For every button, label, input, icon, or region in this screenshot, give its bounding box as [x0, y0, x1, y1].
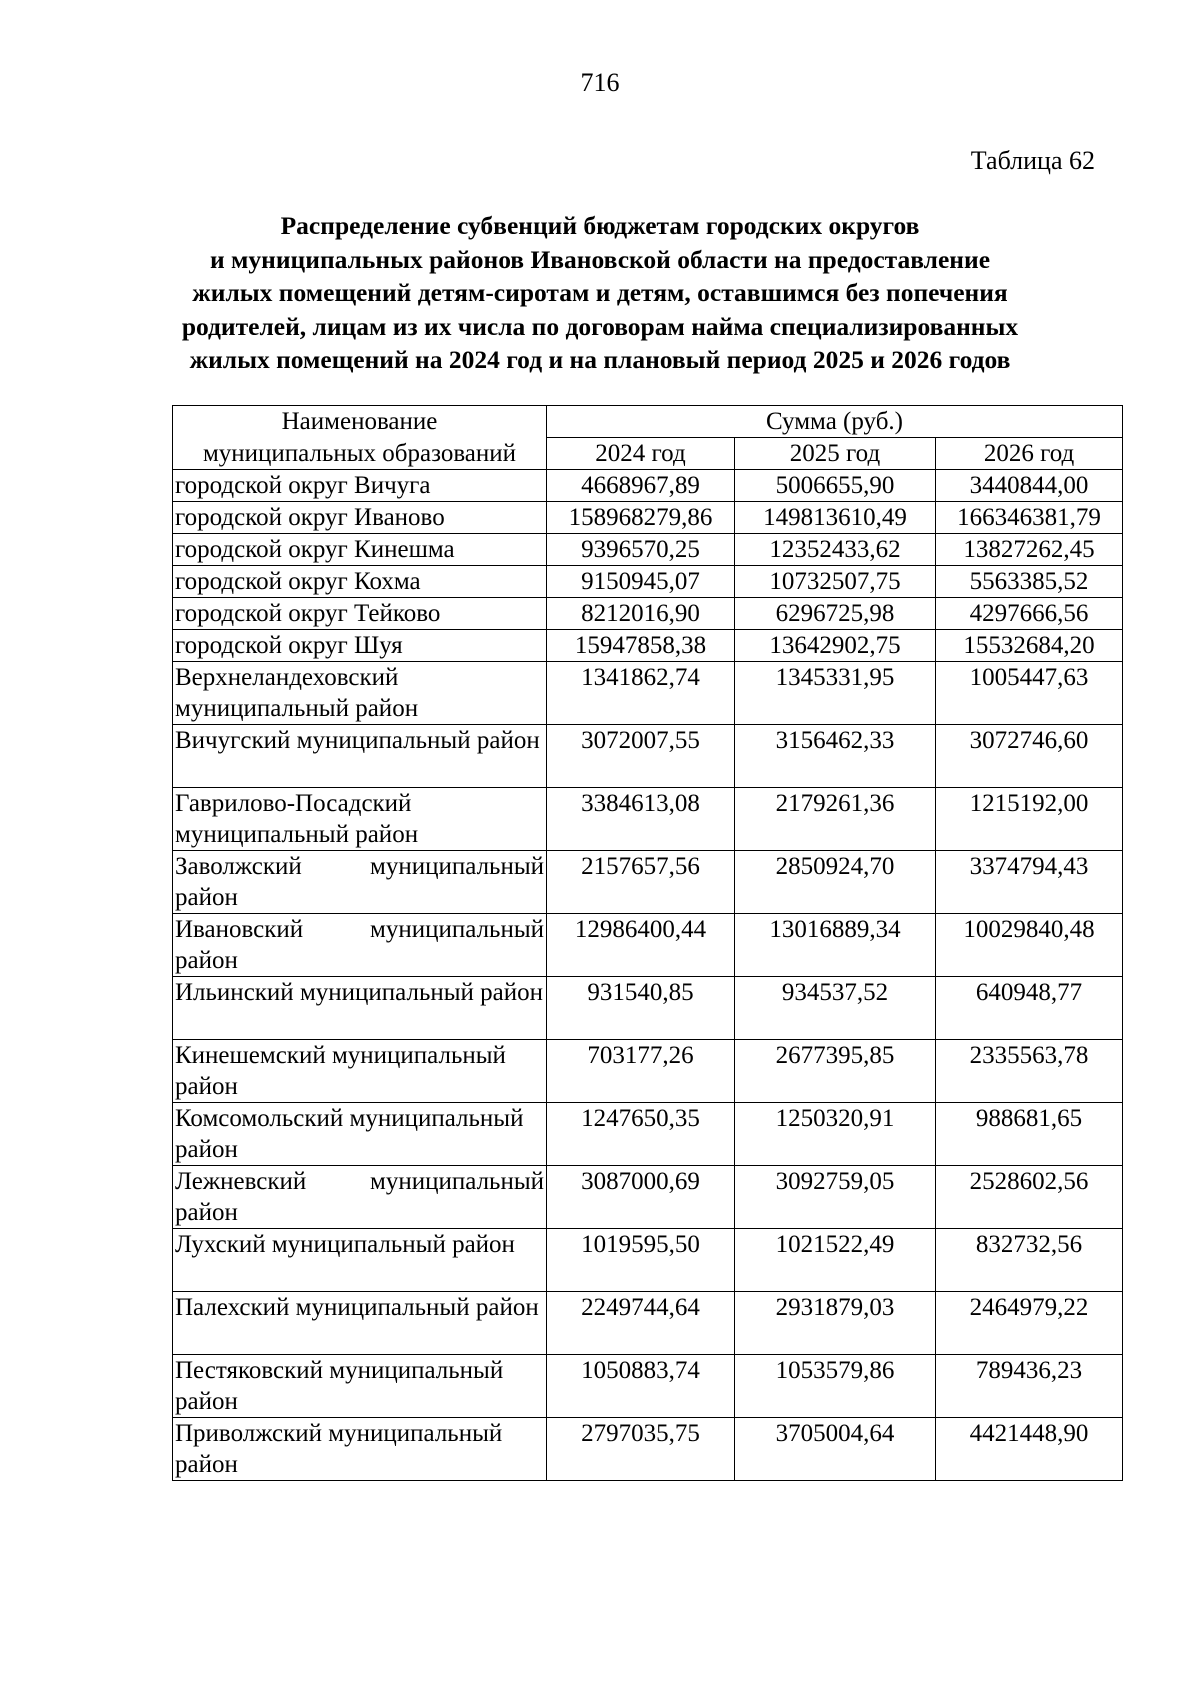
- cell-2024: 12986400,44: [547, 914, 735, 977]
- cell-2025: 2677395,85: [735, 1040, 936, 1103]
- cell-2025: 3092759,05: [735, 1166, 936, 1229]
- cell-2024: 9150945,07: [547, 566, 735, 598]
- title-line: Распределение субвенций бюджетам городских округов: [280, 211, 920, 240]
- header-year-2025: 2025 год: [735, 438, 936, 470]
- cell-2024: 1341862,74: [547, 662, 735, 725]
- row-name: городской округ Иваново: [173, 502, 547, 534]
- cell-2024: 2797035,75: [547, 1418, 735, 1481]
- title-line: родителей, лицам из их числа по договорам найма специализированных: [181, 311, 1019, 341]
- cell-2024: 2249744,64: [547, 1292, 735, 1355]
- table-row: [173, 788, 1123, 851]
- row-name: Пестяковский муниципальный район: [173, 1355, 547, 1418]
- cell-2025: 2931879,03: [735, 1292, 936, 1355]
- cell-2026: 3072746,60: [936, 725, 1123, 788]
- title-line: жилых помещений на 2024 год и на плановый период 2025 и 2026 годов: [189, 345, 1011, 374]
- cell-2025: 2850924,70: [735, 851, 936, 914]
- table-row: [173, 1040, 1123, 1103]
- table-row: [173, 1418, 1123, 1481]
- table-row: [173, 914, 1123, 977]
- table-row: [173, 630, 1123, 662]
- header-year-2024: 2024 год: [547, 438, 735, 470]
- cell-2025: 2179261,36: [735, 788, 936, 851]
- cell-2024: 3384613,08: [547, 788, 735, 851]
- row-name: Кинешемский муниципальный район: [173, 1040, 547, 1103]
- table-row: [173, 1166, 1123, 1229]
- cell-2025: 13016889,34: [735, 914, 936, 977]
- table-row: [173, 977, 1123, 1040]
- cell-2026: 1005447,63: [936, 662, 1123, 725]
- cell-2026: 10029840,48: [936, 914, 1123, 977]
- row-name: городской округ Кинешма: [173, 534, 547, 566]
- cell-2024: 1019595,50: [547, 1229, 735, 1292]
- cell-2025: 934537,52: [735, 977, 936, 1040]
- cell-2025: 5006655,90: [735, 470, 936, 502]
- cell-2026: 4421448,90: [936, 1418, 1123, 1481]
- cell-2024: 1050883,74: [547, 1355, 735, 1418]
- cell-2026: 166346381,79: [936, 502, 1123, 534]
- table-row: [173, 1229, 1123, 1292]
- subventions-table: [172, 405, 1123, 1481]
- table-row: [173, 598, 1123, 630]
- row-name: городской округ Кохма: [173, 566, 547, 598]
- table-row: [173, 1103, 1123, 1166]
- cell-2026: 15532684,20: [936, 630, 1123, 662]
- cell-2024: 8212016,90: [547, 598, 735, 630]
- cell-2024: 2157657,56: [547, 851, 735, 914]
- row-name: Палехский муниципальный район: [173, 1292, 547, 1355]
- table-row: [173, 534, 1123, 566]
- cell-2025: 149813610,49: [735, 502, 936, 534]
- row-name: городской округ Вичуга: [173, 470, 547, 502]
- cell-2024: 4668967,89: [547, 470, 735, 502]
- cell-2024: 3072007,55: [547, 725, 735, 788]
- title-line: и муниципальных районов Ивановской области на предоставление: [209, 244, 991, 274]
- cell-2026: 2464979,22: [936, 1292, 1123, 1355]
- cell-2024: 9396570,25: [547, 534, 735, 566]
- cell-2024: 931540,85: [547, 977, 735, 1040]
- cell-2026: 2528602,56: [936, 1166, 1123, 1229]
- table-row: [173, 1355, 1123, 1418]
- row-name: Приволжский муниципальный район: [173, 1418, 547, 1481]
- table-label: Таблица 62: [970, 146, 1095, 175]
- row-name: Комсомольский муниципальный район: [173, 1103, 547, 1166]
- cell-2025: 13642902,75: [735, 630, 936, 662]
- title-line: жилых помещений детям-сиротам и детям, оставшимся без попечения: [192, 278, 1008, 307]
- row-name: Ильинский муниципальный район: [173, 977, 547, 1040]
- cell-2026: 2335563,78: [936, 1040, 1123, 1103]
- table-row: [173, 1292, 1123, 1355]
- cell-2025: 12352433,62: [735, 534, 936, 566]
- header-year-2026: 2026 год: [936, 438, 1123, 470]
- row-name: городской округ Шуя: [173, 630, 547, 662]
- cell-2026: 3374794,43: [936, 851, 1123, 914]
- cell-2025: 1053579,86: [735, 1355, 936, 1418]
- cell-2026: 4297666,56: [936, 598, 1123, 630]
- cell-2026: 988681,65: [936, 1103, 1123, 1166]
- cell-2026: 13827262,45: [936, 534, 1123, 566]
- header-sum: Сумма (руб.): [547, 406, 1123, 438]
- page-number: 716: [580, 68, 620, 97]
- cell-2026: 789436,23: [936, 1355, 1123, 1418]
- table-row: [173, 470, 1123, 502]
- table-row: [173, 502, 1123, 534]
- table-row: [173, 662, 1123, 725]
- cell-2026: 832732,56: [936, 1229, 1123, 1292]
- header-name-line1: Наименование: [173, 406, 547, 438]
- table-row: [173, 725, 1123, 788]
- cell-2025: 1345331,95: [735, 662, 936, 725]
- row-name: Лухский муниципальный район: [173, 1229, 547, 1292]
- row-name: Верхнеландеховский муниципальный район: [173, 662, 547, 725]
- cell-2025: 10732507,75: [735, 566, 936, 598]
- cell-2024: 3087000,69: [547, 1166, 735, 1229]
- cell-2025: 3705004,64: [735, 1418, 936, 1481]
- row-name: Вичугский муниципальный район: [173, 725, 547, 788]
- cell-2024: 15947858,38: [547, 630, 735, 662]
- table-row: [173, 851, 1123, 914]
- cell-2025: 1250320,91: [735, 1103, 936, 1166]
- cell-2026: 3440844,00: [936, 470, 1123, 502]
- row-name: Заволжский муниципальный район: [173, 851, 547, 914]
- cell-2026: 1215192,00: [936, 788, 1123, 851]
- document-title: [120, 209, 1080, 377]
- cell-2025: 6296725,98: [735, 598, 936, 630]
- table-row: [173, 566, 1123, 598]
- row-name: Ивановский муниципальный район: [173, 914, 547, 977]
- cell-2026: 5563385,52: [936, 566, 1123, 598]
- cell-2024: 158968279,86: [547, 502, 735, 534]
- cell-2025: 3156462,33: [735, 725, 936, 788]
- cell-2024: 1247650,35: [547, 1103, 735, 1166]
- cell-2025: 1021522,49: [735, 1229, 936, 1292]
- header-name-line2: муниципальных образований: [173, 438, 547, 470]
- row-name: Лежневский муниципальный район: [173, 1166, 547, 1229]
- cell-2026: 640948,77: [936, 977, 1123, 1040]
- cell-2024: 703177,26: [547, 1040, 735, 1103]
- row-name: Гаврилово-Посадский муниципальный район: [173, 788, 547, 851]
- row-name: городской округ Тейково: [173, 598, 547, 630]
